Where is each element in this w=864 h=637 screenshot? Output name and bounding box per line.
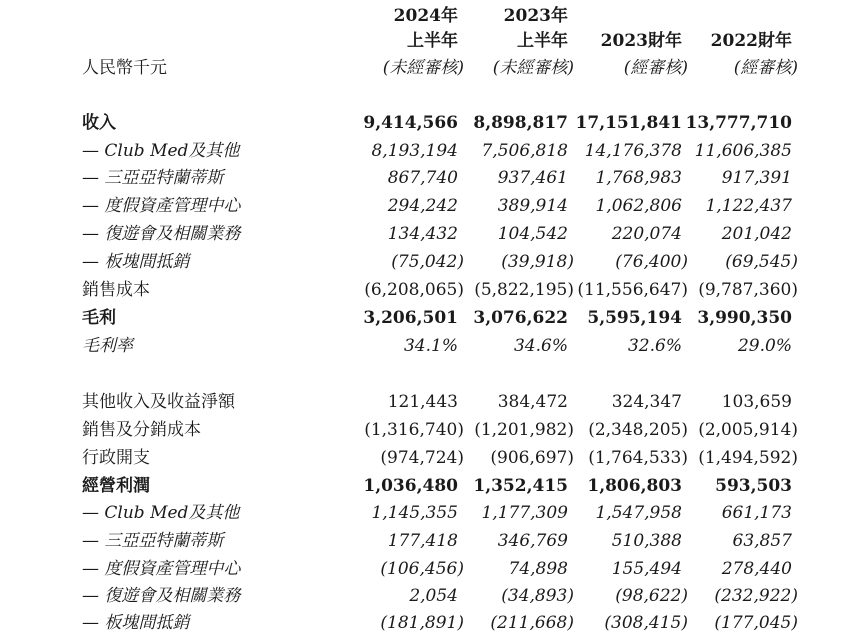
cell: 1,036,480 [363, 476, 458, 496]
cell: (76,400) [615, 252, 688, 272]
cell: (2,005,914) [698, 420, 798, 440]
row-label: 經營利潤 [82, 476, 150, 496]
cell: 384,472 [497, 392, 568, 412]
cell: (906,697) [490, 448, 574, 468]
cell: (5,822,195) [474, 280, 574, 300]
row-label: — 板塊間抵銷 [82, 252, 190, 272]
row-label: — 度假資產管理中心 [82, 196, 241, 216]
cell: (232,922) [714, 586, 798, 606]
cell: 1,122,437 [705, 196, 792, 216]
cell: 155,494 [611, 559, 682, 579]
cell: 5,595,194 [587, 308, 682, 328]
cell: (177,045) [714, 613, 798, 633]
cell: 593,503 [715, 476, 792, 496]
cell: (308,415) [604, 613, 688, 633]
col1-year: 2024年 [393, 6, 458, 26]
cell: 278,440 [721, 559, 792, 579]
table-row [0, 417, 864, 444]
row-label: — 復遊會及相關業務 [82, 224, 241, 244]
cell: (211,668) [490, 613, 574, 633]
col3-audit: (經審核) [623, 58, 688, 78]
cell: 177,418 [387, 531, 458, 551]
cell: (34,893) [501, 586, 574, 606]
col2-year: 2023年 [503, 6, 568, 26]
table-row [0, 445, 864, 472]
cell: 13,777,710 [685, 113, 792, 133]
cell: (1,316,740) [364, 420, 464, 440]
cell: (98,622) [615, 586, 688, 606]
cell: 34.1% [403, 336, 458, 356]
table-row [0, 277, 864, 304]
col1-audit: (未經審核) [382, 58, 464, 78]
cell: 3,076,622 [473, 308, 568, 328]
table-row [0, 333, 864, 360]
cell: 7,506,818 [481, 141, 568, 161]
cell: (1,494,592) [698, 448, 798, 468]
table-row [0, 221, 864, 248]
cell: (2,348,205) [588, 420, 688, 440]
table-row [0, 500, 864, 527]
cell: 11,606,385 [694, 141, 792, 161]
table-row [0, 528, 864, 555]
cell: 8,193,194 [371, 141, 458, 161]
unit-label: 人民幣千元 [82, 58, 167, 78]
cell: (39,918) [501, 252, 574, 272]
cell: 104,542 [497, 224, 568, 244]
cell: 346,769 [497, 531, 568, 551]
cell: 220,074 [611, 224, 682, 244]
cell: 3,206,501 [363, 308, 458, 328]
cell: 1,547,958 [595, 503, 682, 523]
cell: 103,659 [721, 392, 792, 412]
col2-period: 上半年 [517, 31, 568, 51]
table-row [0, 389, 864, 416]
cell: 74,898 [508, 559, 568, 579]
row-label: 行政開支 [82, 448, 150, 468]
cell: (1,764,533) [588, 448, 688, 468]
table-row [0, 165, 864, 192]
table-row [0, 556, 864, 583]
cell: 134,432 [387, 224, 458, 244]
cell: 1,352,415 [473, 476, 568, 496]
cell: 1,145,355 [371, 503, 458, 523]
cell: 121,443 [387, 392, 458, 412]
cell: (1,201,982) [474, 420, 574, 440]
row-label: — 三亞亞特蘭蒂斯 [82, 531, 224, 551]
cell: 1,062,806 [595, 196, 682, 216]
cell: 32.6% [627, 336, 682, 356]
table-row [0, 610, 864, 637]
cell: (75,042) [391, 252, 464, 272]
cell: 917,391 [721, 168, 792, 188]
cell: 937,461 [497, 168, 568, 188]
cell: 8,898,817 [473, 113, 568, 133]
cell: 294,242 [387, 196, 458, 216]
cell: 867,740 [387, 168, 458, 188]
cell: 1,806,803 [587, 476, 682, 496]
cell: 324,347 [611, 392, 682, 412]
table-row [0, 305, 864, 332]
row-label: 收入 [82, 113, 116, 133]
row-label: — 度假資產管理中心 [82, 559, 241, 579]
cell: 9,414,566 [363, 113, 458, 133]
cell: 1,177,309 [481, 503, 568, 523]
table-row [0, 193, 864, 220]
cell: 510,388 [611, 531, 682, 551]
cell: (69,545) [725, 252, 798, 272]
cell: (9,787,360) [698, 280, 798, 300]
col4-audit: (經審核) [733, 58, 798, 78]
cell: 2,054 [409, 586, 458, 606]
row-label: — Club Med及其他 [82, 503, 240, 523]
cell: (974,724) [380, 448, 464, 468]
table-row [0, 138, 864, 165]
row-label: — 三亞亞特蘭蒂斯 [82, 168, 224, 188]
col3-period: 2023財年 [600, 31, 682, 51]
cell: (181,891) [380, 613, 464, 633]
cell: 3,990,350 [697, 308, 792, 328]
cell: 63,857 [732, 531, 792, 551]
cell: 661,173 [721, 503, 792, 523]
cell: (11,556,647) [577, 280, 688, 300]
cell: (106,456) [380, 559, 464, 579]
row-label: 其他收入及收益淨額 [82, 392, 235, 412]
cell: 17,151,841 [575, 113, 682, 133]
cell: 389,914 [497, 196, 568, 216]
row-label: 毛利 [82, 308, 116, 328]
row-label: — 復遊會及相關業務 [82, 586, 241, 606]
col4-period: 2022財年 [710, 31, 792, 51]
cell: 1,768,983 [595, 168, 682, 188]
cell: 29.0% [737, 336, 792, 356]
table-row [0, 583, 864, 610]
table-row [0, 110, 864, 137]
cell: 14,176,378 [584, 141, 682, 161]
table-row [0, 249, 864, 276]
col1-period: 上半年 [407, 31, 458, 51]
col2-audit: (未經審核) [492, 58, 574, 78]
row-label: 銷售成本 [82, 280, 150, 300]
table-row [0, 473, 864, 500]
row-label: 毛利率 [82, 336, 133, 356]
row-label: 銷售及分銷成本 [82, 420, 201, 440]
cell: (6,208,065) [364, 280, 464, 300]
cell: 34.6% [513, 336, 568, 356]
row-label: — Club Med及其他 [82, 141, 240, 161]
row-label: — 板塊間抵銷 [82, 613, 190, 633]
cell: 201,042 [721, 224, 792, 244]
